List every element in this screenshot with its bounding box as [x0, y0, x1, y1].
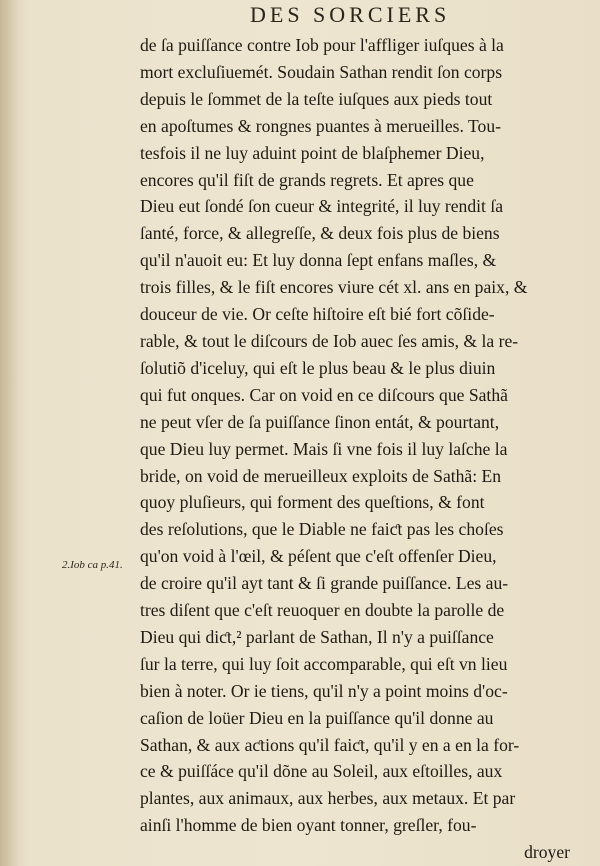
text-line: que Dieu luy permet. Mais ſi vne fois il luy laſche la [140, 438, 508, 459]
text-line: Sathan, & aux aƈtions qu'il faiƈt, qu'il y en a en la for- [140, 734, 520, 755]
page-gutter [0, 0, 18, 866]
text-line: en apoſtumes & rongnes puantes à merueilles. Tou- [140, 115, 501, 136]
running-header: DES SORCIERS [250, 2, 451, 27]
text-line: ne peut vſer de ſa puiſſance ſinon entát, & pourtant, [140, 411, 500, 432]
text-line: qui fut onques. Car on void en ce diſcours que Sathã [140, 384, 508, 405]
text-line: bride, on void de merueilleux exploits de Sathã: En [140, 465, 502, 486]
text-line: tesfois il ne luy aduint point de blaſphemer Dieu, [140, 142, 485, 163]
text-line: ainſi l'homme de bien oyant tonner, greſler, fou- [140, 815, 477, 836]
text-line: rable, & tout le diſcours de Iob auec ſes amis, & la re- [140, 330, 519, 351]
text-line: de ſa puiſſance contre Iob pour l'affliger iuſques à la [140, 35, 504, 55]
text-line: Dieu eut ſondé ſon cueur & integrité, il luy rendit ſa [140, 196, 504, 217]
text-line: depuis le ſommet de la teſte iuſques aux pieds tout [140, 88, 493, 109]
body-text [140, 32, 580, 866]
text-line: qu'il n'auoit eu: Et luy donna ſept enfans maſles, & [140, 250, 497, 271]
text-line: encores qu'il fiſt de grands regrets. Et apres que [140, 169, 474, 190]
margin-note: 2.Iob ca p.41. [62, 559, 123, 571]
text-line: de croire qu'il ayt tant & ſi grande puiſſance. Les au- [140, 573, 509, 594]
text-line: quoy pluſieurs, qui forment des queſtions, & font [140, 492, 485, 513]
text-line: trois filles, & le fiſt encores viure cét xl. ans en paix, & [140, 277, 528, 298]
text-line: tres diſent que c'eſt reuoquer en doubte la parolle de [140, 600, 505, 621]
text-line: plantes, aux animaux, aux herbes, aux metaux. Et par [140, 788, 516, 809]
catchword: droyer [524, 842, 570, 863]
text-line: Dieu qui diƈt,² parlant de Sathan, Il n'y a puiſſance [140, 626, 494, 647]
text-line: douceur de vie. Or ceſte hiſtoire eſt bié fort cõſide- [140, 304, 495, 325]
text-line: ſolutiõ d'iceluy, qui eſt le plus beau & le plus diuin [140, 357, 496, 378]
text-line: ſanté, force, & allegreſſe, & deux fois plus de biens [140, 223, 500, 244]
text-line: mort excluſiuemét. Soudain Sathan rendit ſon corps [140, 61, 503, 82]
text-line: qu'on void à l'œil, & péſent que c'eſt offenſer Dieu, [140, 546, 497, 567]
text-line: ce & puiſſáce qu'il dõne au Soleil, aux eſtoilles, aux [140, 761, 503, 782]
text-line: bien à noter. Or ie tiens, qu'il n'y a point moins d'oc- [140, 680, 508, 701]
text-line: caſion de loüer Dieu en la puiſſance qu'il donne au [140, 707, 494, 728]
text-line: ſur la terre, qui luy ſoit accomparable, qui eſt vn lieu [140, 653, 508, 674]
text-line: des reſolutions, que le Diable ne faiƈt pas les choſes [140, 519, 504, 540]
